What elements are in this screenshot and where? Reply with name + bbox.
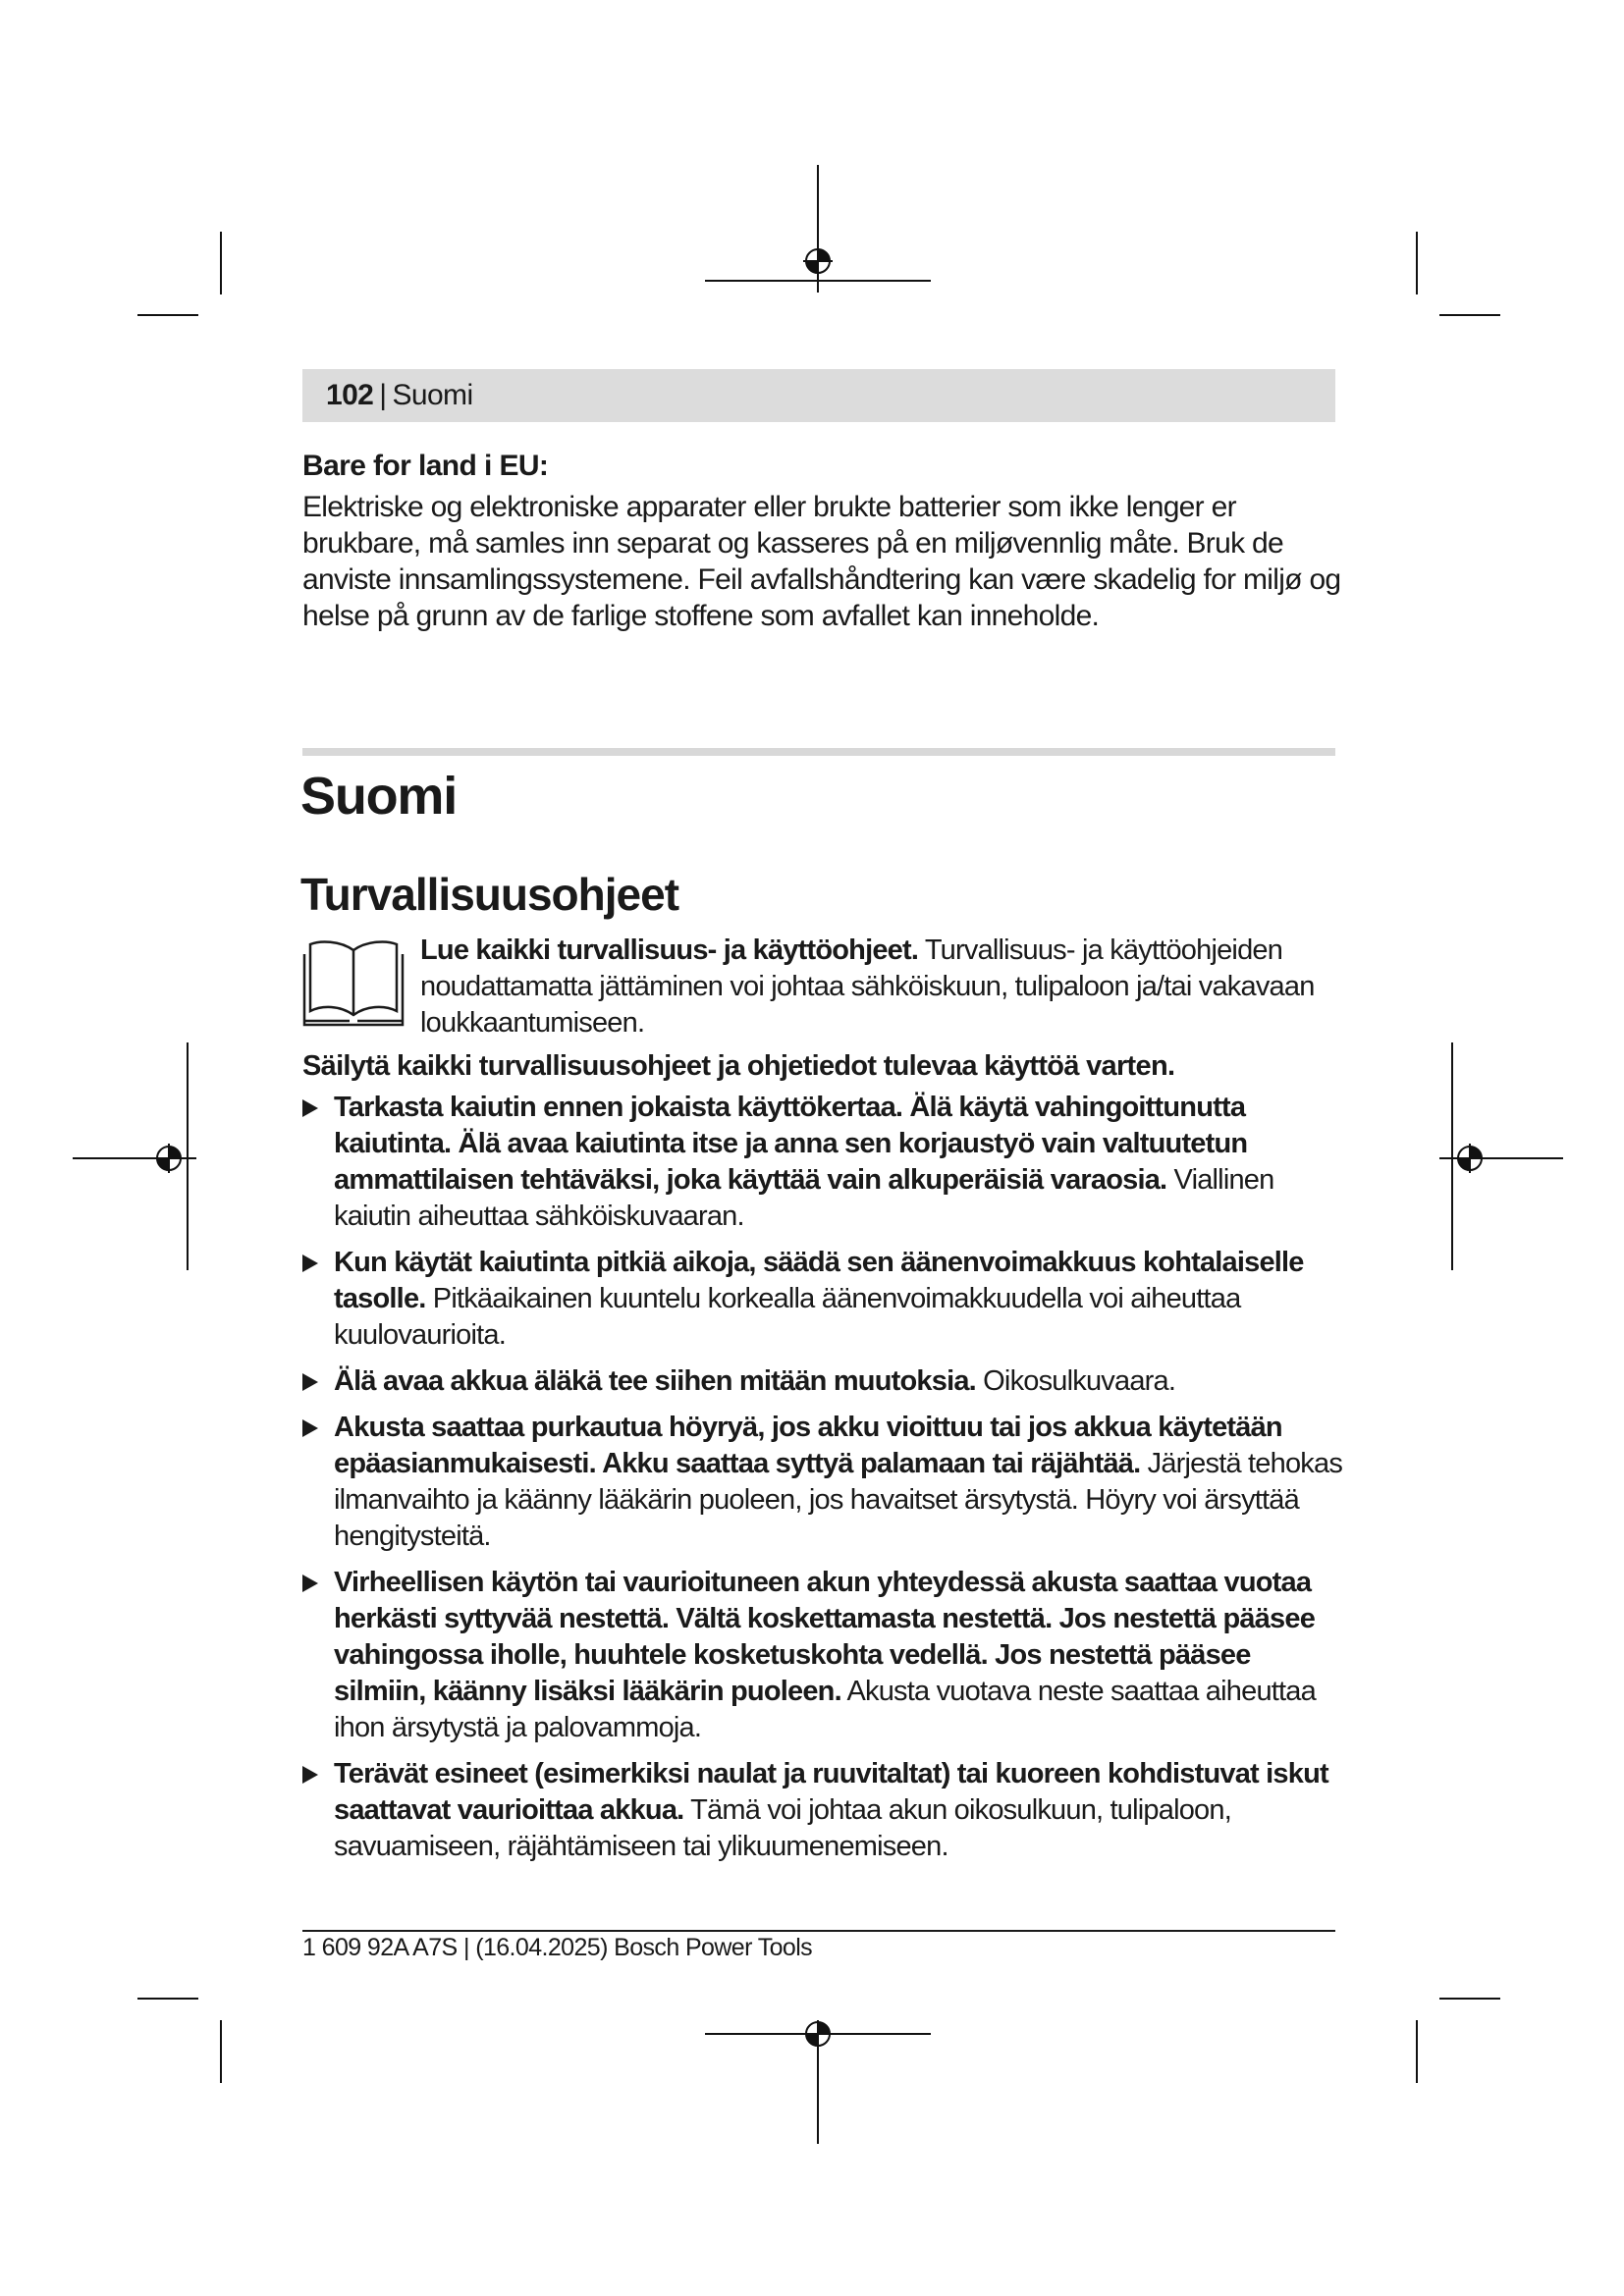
reg-right-v (1451, 1042, 1453, 1270)
item-bold: Terävät esineet (esimerkiksi naulat ja ruuvitaltat) tai kuoreen kohdistuvat iskut saattavat vaurioittaa akkua. (334, 1758, 1328, 1826)
triangle-bullet-icon (302, 1099, 318, 1117)
crop-mark-top-right-h (1439, 314, 1500, 316)
crop-mark-top-right-v (1416, 232, 1418, 294)
registration-mark-icon (154, 1144, 184, 1173)
registration-mark-icon (803, 2019, 833, 2049)
item-bold: Virheellisen käytön tai vaurioituneen akun yhteydessä akusta saattaa vuotaa herkästi syttyvää nestettä. Vältä koskettamasta nestettä. Jos nestettä pääsee vahingossa iholle, huuhtele kosketuskohta vedellä. Jos nestettä pääsee silmiin, käänny lisäksi lääkärin puoleen. (334, 1567, 1316, 1707)
footer-info: 1 609 92A A7S | (16.04.2025) Bosch Power Tools (302, 1934, 813, 1961)
item-text: Järjestä tehokas ilmanvaihto ja käänny lääkärin puoleen, jos havaitset ärsytystä. Höyry voi ärsyttää hengitysteitä. (334, 1448, 1343, 1552)
item-bold: Älä avaa akkua äläkä tee siihen mitään muutoksia. (334, 1365, 976, 1397)
crop-mark-bottom-left-v (220, 2020, 222, 2083)
item-text: Akusta vuotava neste saattaa aiheuttaa ihon ärsytystä ja palovammoja. (334, 1676, 1316, 1743)
triangle-bullet-icon (302, 1255, 318, 1272)
intro-bold: Lue kaikki turvallisuus- ja käyttöohjeet. (420, 934, 919, 966)
triangle-bullet-icon (302, 1575, 318, 1592)
section-title: Suomi (300, 767, 458, 826)
list-item (302, 1565, 1343, 1746)
list-item (302, 1090, 1343, 1235)
list-item (302, 1756, 1343, 1865)
registration-mark-icon (1455, 1144, 1485, 1173)
list-item (302, 1363, 1343, 1400)
triangle-bullet-icon (302, 1419, 318, 1437)
header-separator: | (379, 379, 387, 411)
list-item (302, 1245, 1343, 1354)
eu-disposal-paragraph: Elektriske og elektroniske apparater eller brukte batterier som ikke lenger er brukbare, må samles inn separat og kasseres på en miljøvennlig måte. Bruk de anviste innsamlingssystemene. Feil avfallshåndtering kan være skadelig for miljø og helse på grunn av de farlige stoffene som avfallet kan inneholde. (302, 491, 1341, 632)
keep-instructions: Säilytä kaikki turvallisuusohjeet ja ohjetiedot tulevaa käyttöä varten. (302, 1050, 1175, 1082)
triangle-bullet-icon (302, 1766, 318, 1784)
open-book-icon (300, 934, 406, 1029)
registration-mark-icon (803, 246, 833, 276)
item-bold: Tarkasta kaiutin ennen jokaista käyttökertaa. Älä käytä vahingoittunutta kaiutinta. Älä avaa kaiutinta itse ja anna sen korjaustyö vain valtuutetun ammattilaisen tehtäväksi, joka käyttää vain alkuperäisiä varaosia. (334, 1092, 1248, 1196)
page-header (302, 369, 1335, 422)
item-text: Viallinen kaiutin aiheuttaa sähköiskuvaaran. (334, 1164, 1274, 1232)
safety-list (302, 1090, 1343, 1875)
footer-divider (302, 1930, 1335, 1932)
intro-text: Turvallisuus- ja käyttöohjeiden noudattamatta jättäminen voi johtaa sähköiskuun, tulipaloon ja/tai vakavaan loukkaantumiseen. (420, 934, 1315, 1039)
eu-heading: Bare for land i EU: (302, 450, 549, 482)
item-text: Oikosulkuvaara. (975, 1365, 1176, 1397)
crop-mark-top-left-v (220, 232, 222, 294)
item-bold: Kun käytät kaiutinta pitkiä aikoja, säädä sen äänenvoimakkuus kohtalaiselle tasolle. (334, 1247, 1304, 1314)
crop-mark-bottom-left-h (137, 1998, 198, 2000)
crop-mark-top-left-h (137, 314, 198, 316)
item-text: Tämä voi johtaa akun oikosulkuun, tulipaloon, savuamiseen, räjähtämiseen tai ylikuumenemiseen. (334, 1794, 1231, 1862)
header-section: Suomi (392, 379, 473, 411)
list-item (302, 1410, 1343, 1555)
crop-mark-bottom-right-v (1416, 2020, 1418, 2083)
section-divider (302, 748, 1335, 756)
triangle-bullet-icon (302, 1373, 318, 1391)
item-bold: Akusta saattaa purkautua höyryä, jos akku vioittuu tai jos akkua käytetään epäasianmukaisesti. Akku saattaa syttyä palamaan tai räjähtää. (334, 1412, 1282, 1479)
reg-left-v (187, 1042, 189, 1270)
crop-mark-bottom-right-h (1439, 1998, 1500, 2000)
intro-paragraph (420, 933, 1333, 1041)
item-text: Pitkäaikainen kuuntelu korkealla äänenvoimakkuudella voi aiheuttaa kuulovaurioita. (334, 1283, 1241, 1351)
safety-heading: Turvallisuusohjeet (300, 869, 679, 920)
page-number: 102 (326, 379, 374, 411)
